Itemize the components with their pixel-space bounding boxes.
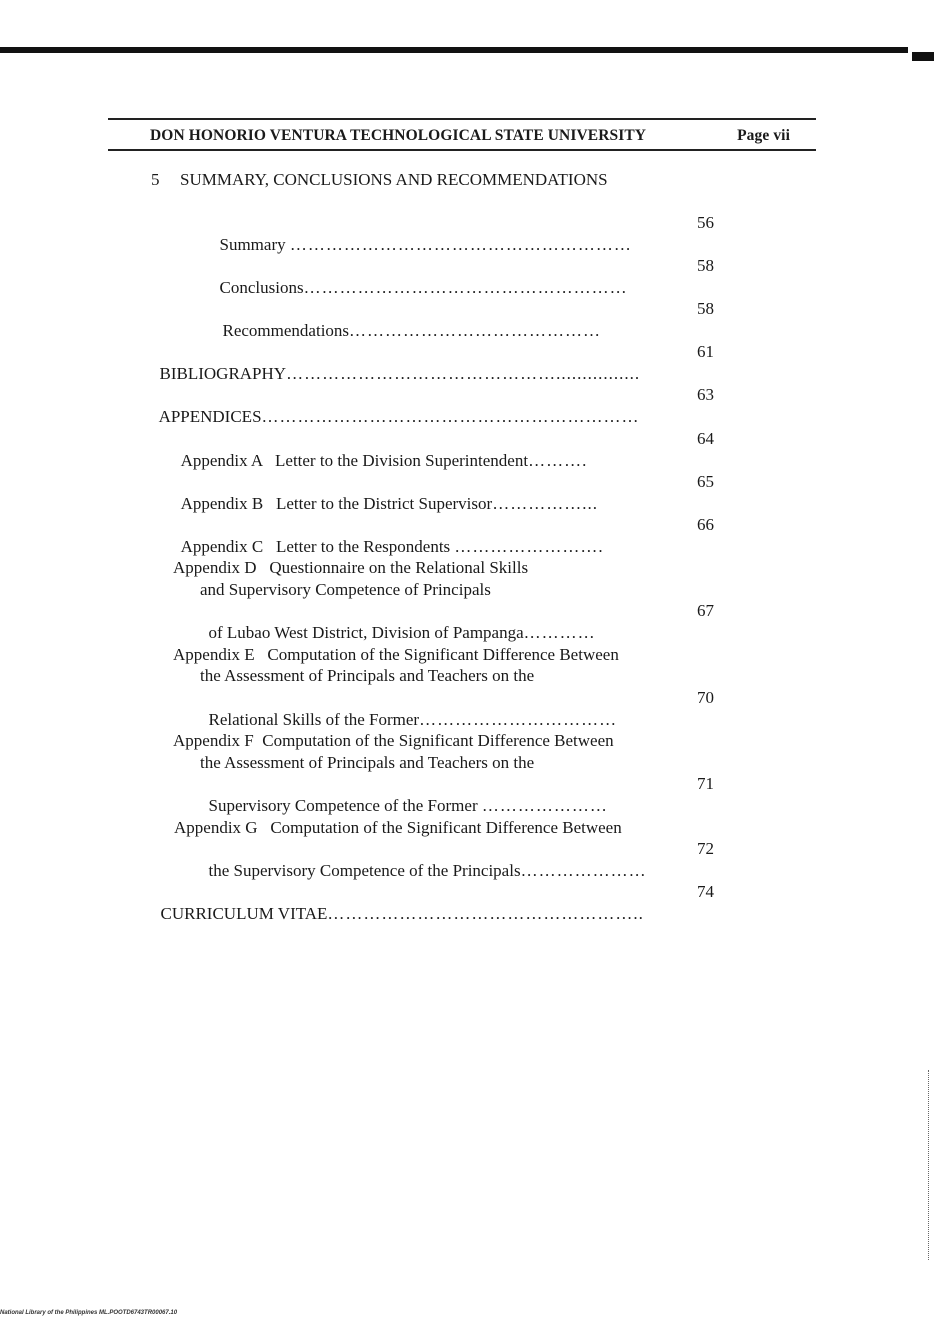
- toc-entry-appendix-e-line1[interactable]: Appendix E Computation of the Significant Difference Between: [173, 645, 619, 664]
- scan-edge-marks: [928, 1070, 931, 1260]
- chapter-number: 5: [151, 170, 160, 189]
- toc-entry-label: Appendix C Letter to the Respondents: [180, 537, 455, 556]
- toc-page-number: 70: [697, 688, 714, 707]
- leader-dots: ……………………………………………..: [327, 904, 644, 923]
- toc-entry-appendix-c[interactable]: [173, 514, 604, 558]
- toc-entry-conclusions[interactable]: [211, 255, 628, 299]
- running-header: [150, 127, 790, 145]
- toc-entry-recommendations[interactable]: [214, 298, 601, 342]
- toc-page-number: 71: [697, 774, 714, 793]
- toc-page-number: 72: [697, 839, 714, 858]
- toc-page-number: 58: [697, 299, 714, 318]
- toc-entry-bibliography[interactable]: [151, 341, 640, 385]
- toc-entry-appendix-g-line1[interactable]: Appendix G Computation of the Significant Difference Between: [174, 818, 622, 837]
- toc-entry-label: Supervisory Competence of the Former: [208, 796, 482, 815]
- toc-entry-summary[interactable]: [211, 212, 632, 256]
- leader-dots: ……………...: [492, 494, 598, 513]
- toc-page-number: 66: [697, 515, 714, 534]
- leader-dots: …………………………………………………: [289, 235, 632, 254]
- toc-entry-appendix-d-line3: [200, 600, 596, 644]
- toc-entry-appendix-e-line3: [200, 687, 617, 731]
- chapter-title: SUMMARY, CONCLUSIONS AND RECOMMENDATIONS: [180, 170, 608, 189]
- leader-dots: …………………: [481, 796, 608, 815]
- toc-page-number: 61: [697, 342, 714, 361]
- library-credit: National Library of the Philippines ML.POOTD6743TR00067.10: [0, 1310, 178, 1316]
- toc-page-number: 65: [697, 472, 714, 491]
- toc-entry-label: Summary: [219, 235, 290, 254]
- toc-page-number: 63: [697, 385, 714, 404]
- header-rule-bottom: [108, 149, 816, 151]
- toc-entry-label: Recommendations: [222, 321, 350, 340]
- toc-entry-appendix-f-line2: the Assessment of Principals and Teachers on the: [200, 753, 535, 772]
- leader-dots: ……………………………………: [349, 321, 602, 340]
- toc-page-number: 74: [697, 882, 714, 901]
- leader-dots: …………………….: [454, 537, 604, 556]
- leader-dots: ………………………………………………: [303, 278, 628, 297]
- scan-border-tab: [912, 52, 934, 61]
- toc-entry-appendix-d-line2: and Supervisory Competence of Principals: [200, 580, 491, 599]
- header-rule-top: [108, 118, 816, 120]
- page-label: Page vii: [737, 127, 790, 144]
- toc-entry-label: Appendix A Letter to the Division Superintendent: [180, 451, 529, 470]
- toc-entry-label: Relational Skills of the Former: [208, 710, 420, 729]
- toc-entry-appendix-e-line2: the Assessment of Principals and Teachers on the: [200, 666, 535, 685]
- toc-entry-label: the Supervisory Competence of the Principals: [208, 861, 521, 880]
- toc-entry-appendices[interactable]: [151, 384, 640, 428]
- toc-page-number: 67: [697, 601, 714, 620]
- toc-page-number: 56: [697, 213, 714, 232]
- toc-entry-appendix-d-line1[interactable]: Appendix D Questionnaire on the Relational Skills: [173, 558, 529, 577]
- scan-border-top: [0, 47, 908, 53]
- toc-entry-label: of Lubao West District, Division of Pampanga: [208, 623, 524, 642]
- toc-entry-appendix-f-line3: [200, 773, 608, 817]
- toc-entry-appendix-b[interactable]: [173, 471, 598, 515]
- toc-entry-label: Appendix B Letter to the District Supervisor: [180, 494, 493, 513]
- toc-entry-appendix-a[interactable]: [173, 428, 587, 472]
- leader-dots: ……………………………: [419, 710, 618, 729]
- leader-dots: ……….: [528, 451, 588, 470]
- leader-dots: …………: [523, 623, 596, 642]
- toc-entry-label: BIBLIOGRAPHY: [159, 364, 287, 383]
- toc-entry-appendix-f-line1[interactable]: Appendix F Computation of the Significant Difference Between: [173, 731, 614, 750]
- toc-entry-curriculum-vitae[interactable]: [152, 881, 644, 925]
- toc-entry-appendix-g-line2: [200, 838, 647, 882]
- toc-page-number: 64: [697, 429, 714, 448]
- leader-dots: ………………………………………………………: [261, 407, 640, 426]
- toc-page-number: 58: [697, 256, 714, 275]
- toc-entry-label: Conclusions: [219, 278, 304, 297]
- institution-name: DON HONORIO VENTURA TECHNOLOGICAL STATE UNIVERSITY: [150, 127, 647, 144]
- leader-dots: …………………: [520, 861, 647, 880]
- leader-dots: ………………………………………................: [286, 364, 641, 383]
- toc-entry-label: APPENDICES: [158, 407, 262, 426]
- toc-entry-label: CURRICULUM VITAE: [160, 904, 328, 923]
